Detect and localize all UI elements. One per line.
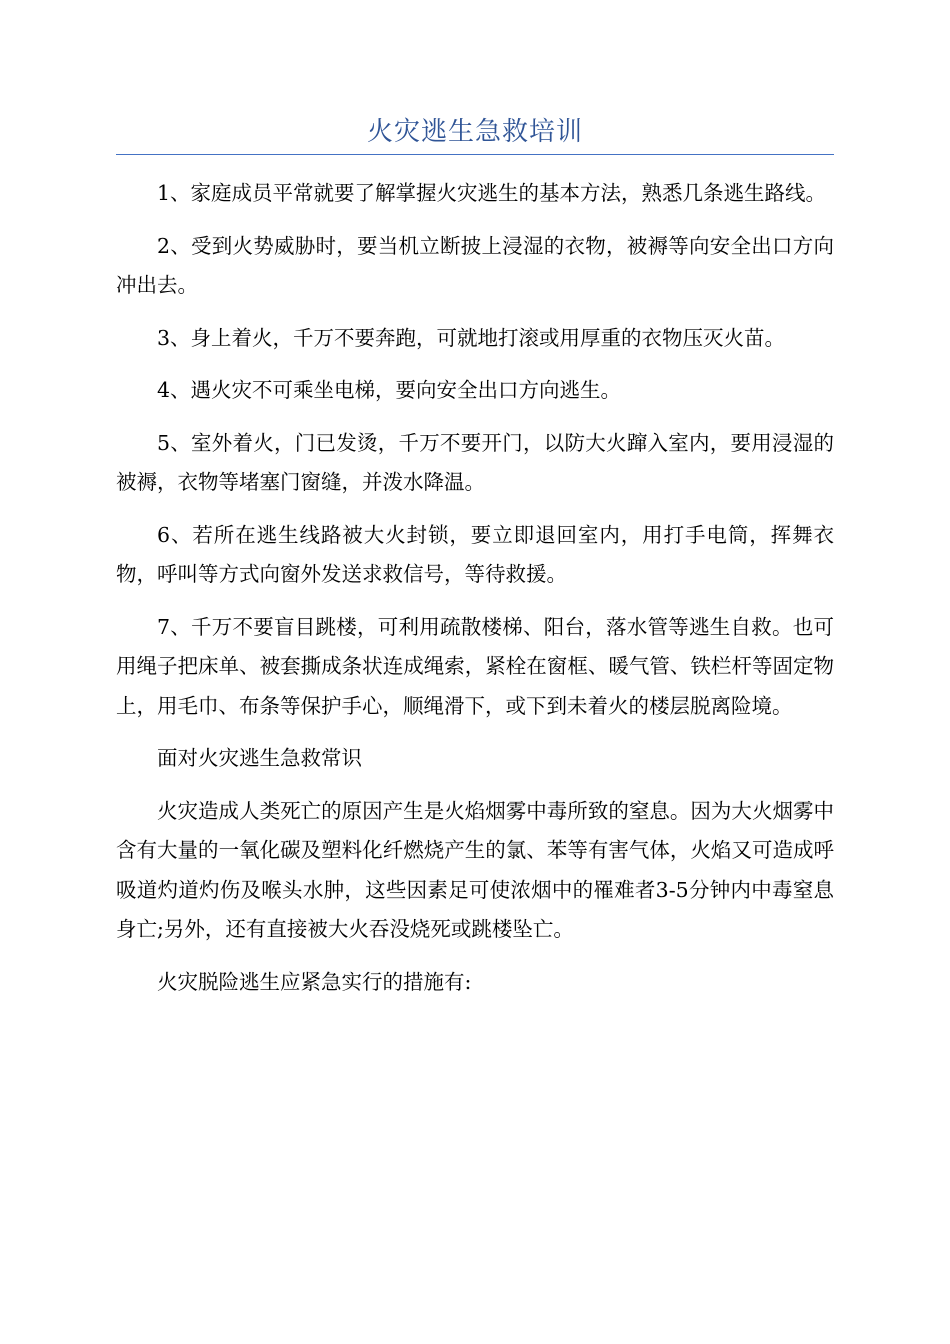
paragraph-3: 3、身上着火，千万不要奔跑，可就地打滚或用厚重的衣物压灭火苗。 bbox=[157, 325, 786, 350]
section-heading: 面对火灾逃生急救常识 bbox=[157, 746, 362, 770]
paragraph-5: 5、室外着火，门已发烫，千万不要开门，以防大火蹿入室内，要用浸湿的被褥，衣物等堵塞门窗缝，并泼水降温。 bbox=[116, 430, 834, 494]
paragraph-1: 1、家庭成员平常就要了解掌握火灾逃生的基本方法，熟悉几条逃生路线。 bbox=[157, 181, 827, 205]
paragraph-measures-intro: 火灾脱险逃生应紧急实行的措施有: bbox=[157, 969, 472, 994]
paragraph-explanation: 火灾造成人类死亡的原因产生是火焰烟雾中毒所致的窒息。因为大火烟雾中含有大量的一氧化碳及塑料化纤燃烧产生的氯、苯等有害气体，火焰又可造成呼吸道灼道灼伤及喉头水肿，这些因素足可使浓烟中的罹难者3-5分钟内中毒窒息身亡;另外，还有直接被大火吞没烧死或跳楼坠亡。 bbox=[116, 798, 834, 941]
paragraph-6: 6、若所在逃生线路被大火封锁，要立即退回室内，用打手电筒，挥舞衣物，呼叫等方式向窗外发送求救信号，等待救援。 bbox=[116, 522, 834, 586]
document-title: 火灾逃生急救培训 bbox=[366, 117, 583, 147]
paragraph-7: 7、千万不要盲目跳楼，可利用疏散楼梯、阳台，落水管等逃生自救。也可用绳子把床单、被套撕成条状连成绳索，紧栓在窗框、暖气管、铁栏杆等固定物上，用毛巾、布条等保护手心，顺绳滑下，或下到未着火的楼层脱离险境。 bbox=[116, 614, 834, 718]
paragraph-4: 4、遇火灾不可乘坐电梯，要向安全出口方向逃生。 bbox=[157, 378, 622, 402]
document-body bbox=[116, 174, 834, 1015]
title-underline bbox=[116, 154, 834, 155]
paragraph-2: 2、受到火势威胁时，要当机立断披上浸湿的衣物，被褥等向安全出口方向冲出去。 bbox=[116, 233, 834, 297]
